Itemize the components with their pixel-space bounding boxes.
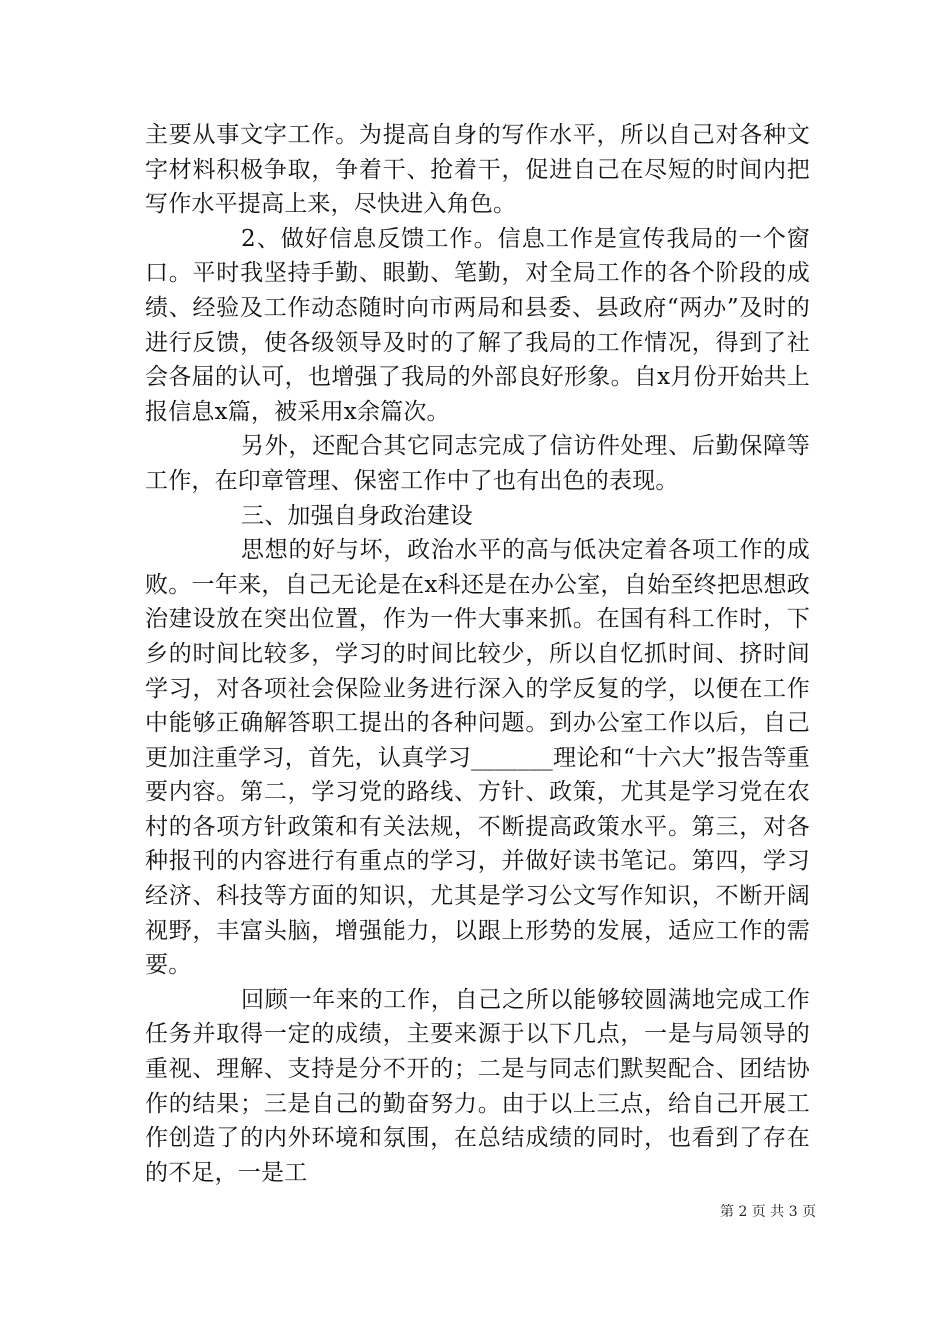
paragraph-other-work: 另外，还配合其它同志完成了信访件处理、后勤保障等工作，在印章管理、保密工作中了也有出色的表现。: [145, 433, 810, 494]
paragraph-info-feedback: 2、做好信息反馈工作。信息工作是宣传我局的一个窗口。平时我坚持手勤、眼勤、笔勤，对全局工作的各个阶段的成绩、经验及工作动态随时向市两局和县委、县政府“两办”及时的进行反馈，使各级领导及时的了解了我局的工作情况，得到了社会各届的认可，也增强了我局的外部良好形象。自x月份开始共上报信息x篇，被采用x余篇次。: [145, 225, 810, 425]
paragraph-review: 回顾一年来的工作，自己之所以能够较圆满地完成工作任务并取得一定的成绩，主要来源于以下几点，一是与局领导的重视、理解、支持是分不开的；二是与同志们默契配合、团结协作的结果；三是自己的勤奋努力。由于以上三点，给自己开展工作创造了的内外环境和氛围，在总结成绩的同时，也看到了存在的不足，一是工: [145, 986, 810, 1186]
paragraph-writing-work: 主要从事文字工作。为提高自身的写作水平，所以自己对各种文字材料积极争取，争着干、抢着干，促进自己在尽短的时间内把写作水平提高上来，尽快进入角色。: [145, 122, 810, 218]
page-number-footer: 第 2 页 共 3 页: [720, 1204, 817, 1220]
paragraph-political-study: 思想的好与坏，政治水平的高与低决定着各项工作的成败。一年来，自己无论是在x科还是在办公室，自始至终把思想政治建设放在突出位置，作为一件大事来抓。在国有科工作时，下乡的时间比较多，学习的时间比较少，所以自忆抓时间、挤时间学习，对各项社会保险业务进行深入的学反复的学，以便在工作中能够正确解答职工提出的各种问题。到办公室工作以后，自己更加注重学习，首先，认真学习_______理论和“十六大”报告等重要内容。第二，学习党的路线、方针、政策，尤其是学习党在农村的各项方针政策和有关法规，不断提高政策水平。第三，对各种报刊的内容进行有重点的学习，并做好读书笔记。第四，学习经济、科技等方面的知识，尤其是学习公文写作知识，不断开阔视野，丰富头脑，增强能力，以跟上形势的发展，适应工作的需要。: [145, 537, 810, 979]
section-heading-political-building: 三、加强自身政治建设: [241, 502, 473, 529]
document-body: [145, 118, 810, 1190]
